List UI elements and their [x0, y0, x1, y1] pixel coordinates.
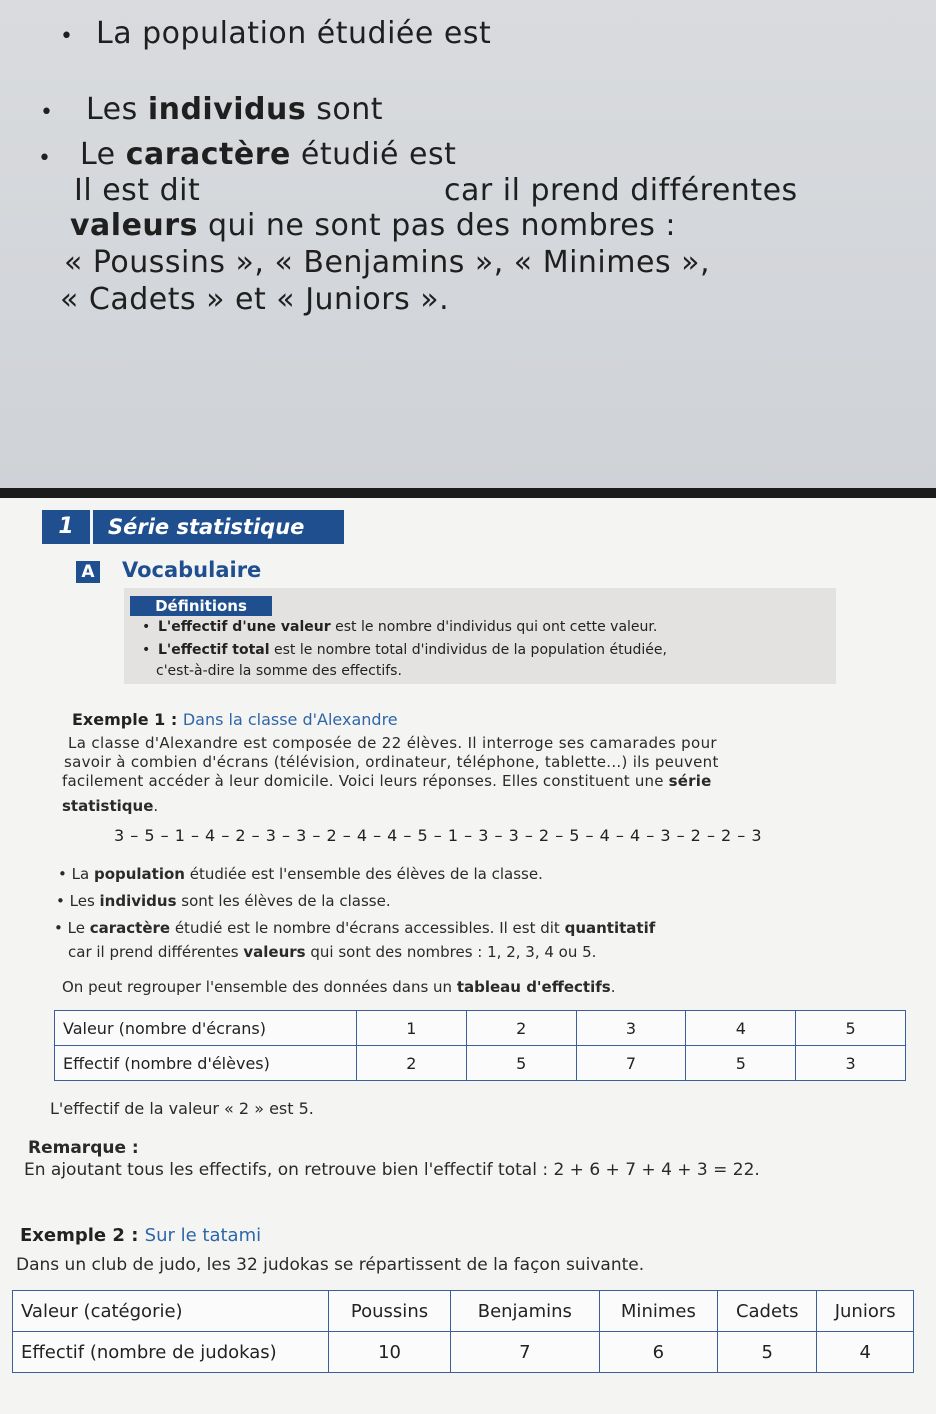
definitions-box	[124, 588, 836, 684]
worksheet-area	[0, 0, 936, 490]
definition-effectif-total: • L'effectif total est le nombre total d'individus de la population étudiée,	[142, 642, 667, 658]
table-row	[13, 1332, 914, 1373]
table-cell: 7	[451, 1332, 600, 1373]
table-cell: 4	[686, 1011, 796, 1046]
example1-paragraph-line1: La classe d'Alexandre est composée de 22 élèves. Il interroge ses camarades pour	[68, 734, 717, 752]
regroup-sentence: On peut regrouper l'ensemble des données dans un tableau d'effectifs.	[62, 978, 616, 996]
example1-paragraph-line3: facilement accéder à leur domicile. Voici leurs réponses. Elles constituent une série	[62, 772, 712, 790]
textbook-page	[0, 498, 936, 1414]
section-label: Série statistique	[108, 515, 305, 539]
table-cell: 5	[796, 1011, 906, 1046]
table-row	[55, 1046, 906, 1081]
bullet: •	[58, 865, 72, 883]
table-cell: 5	[718, 1332, 817, 1373]
bullet: •	[54, 919, 68, 937]
table-cell: 7	[576, 1046, 686, 1081]
bullet: •	[142, 619, 151, 635]
table-cell: Juniors	[817, 1291, 914, 1332]
table-cell: Benjamins	[451, 1291, 600, 1332]
page-edge-divider	[0, 488, 936, 498]
table-row	[13, 1291, 914, 1332]
table-cell: 5	[466, 1046, 576, 1081]
definition-effectif-valeur: • L'effectif d'une valeur est le nombre d'individus qui ont cette valeur.	[142, 619, 658, 635]
table-cell: 2	[357, 1046, 467, 1081]
remark-text: En ajoutant tous les effectifs, on retrouve bien l'effectif total : 2 + 6 + 7 + 4 + 3 = 22.	[24, 1160, 760, 1180]
table-header-cell: Valeur (catégorie)	[13, 1291, 329, 1332]
worksheet-line-valeurs: valeurs qui ne sont pas des nombres :	[70, 208, 677, 243]
table-row	[55, 1011, 906, 1046]
table-header-cell: Effectif (nombre d'élèves)	[55, 1046, 357, 1081]
worksheet-line-categories-end: « Cadets » et « Juniors ».	[60, 282, 450, 317]
effectif-note: L'effectif de la valeur « 2 » est 5.	[50, 1099, 314, 1118]
worksheet-line-population: La population étudiée est	[96, 16, 492, 51]
table-cell: Minimes	[599, 1291, 718, 1332]
table-cell: 10	[329, 1332, 451, 1373]
remark-title: Remarque :	[28, 1138, 139, 1158]
statistical-series: 3 – 5 – 1 – 4 – 2 – 3 – 3 – 2 – 4 – 4 – 5 – 1 – 3 – 3 – 2 – 5 – 4 – 4 – 3 – 2 – 2 – 3	[114, 826, 763, 845]
section-separator	[90, 510, 93, 544]
effectifs-table-judo	[12, 1290, 914, 1373]
section-number: 1	[58, 514, 74, 539]
bullet-caractere: • Le caractère étudié est le nombre d'écrans accessibles. Il est dit quantitatif	[54, 919, 656, 937]
bullet: •	[142, 642, 151, 658]
example1-title: Exemple 1 : Dans la classe d'Alexandre	[72, 710, 398, 729]
bullet: •	[60, 24, 73, 49]
worksheet-line-differentes: car il prend différentes	[444, 173, 798, 208]
bullet: •	[38, 146, 51, 171]
bullet-caractere-cont: car il prend différentes valeurs qui sont des nombres : 1, 2, 3, 4 ou 5.	[68, 943, 597, 961]
example2-title: Exemple 2 : Sur le tatami	[20, 1225, 262, 1246]
worksheet-line-il-est-dit: Il est dit	[74, 173, 201, 208]
table-cell: 3	[796, 1046, 906, 1081]
table-cell: 4	[817, 1332, 914, 1373]
subsection-label: Vocabulaire	[122, 558, 262, 582]
table-header-cell: Effectif (nombre de judokas)	[13, 1332, 329, 1373]
bullet-population: • La population étudiée est l'ensemble des élèves de la classe.	[58, 865, 543, 883]
worksheet-line-categories: « Poussins », « Benjamins », « Minimes »,	[64, 245, 711, 280]
worksheet-line-individus: Les individus sont	[86, 92, 384, 127]
example1-paragraph-line4: statistique.	[62, 797, 159, 815]
example1-paragraph-line2: savoir à combien d'écrans (télévision, ordinateur, téléphone, tablette...) ils peuvent	[64, 753, 719, 771]
table-header-cell: Valeur (nombre d'écrans)	[55, 1011, 357, 1046]
worksheet-line-caractere: Le caractère étudié est	[80, 137, 457, 172]
table-cell: 3	[576, 1011, 686, 1046]
definitions-header: Définitions	[130, 596, 272, 616]
section-title	[42, 510, 344, 544]
table-cell: Cadets	[718, 1291, 817, 1332]
effectifs-table-screens	[54, 1010, 906, 1081]
table-cell: Poussins	[329, 1291, 451, 1332]
definition-effectif-total-cont: c'est-à-dire la somme des effectifs.	[156, 663, 402, 679]
table-cell: 5	[686, 1046, 796, 1081]
bullet: •	[40, 100, 53, 125]
table-cell: 6	[599, 1332, 718, 1373]
table-cell: 2	[466, 1011, 576, 1046]
subsection-letter: A	[76, 561, 100, 583]
bullet-individus: • Les individus sont les élèves de la classe.	[56, 892, 391, 910]
example2-paragraph: Dans un club de judo, les 32 judokas se répartissent de la façon suivante.	[16, 1255, 645, 1275]
table-cell: 1	[357, 1011, 467, 1046]
bullet: •	[56, 892, 70, 910]
